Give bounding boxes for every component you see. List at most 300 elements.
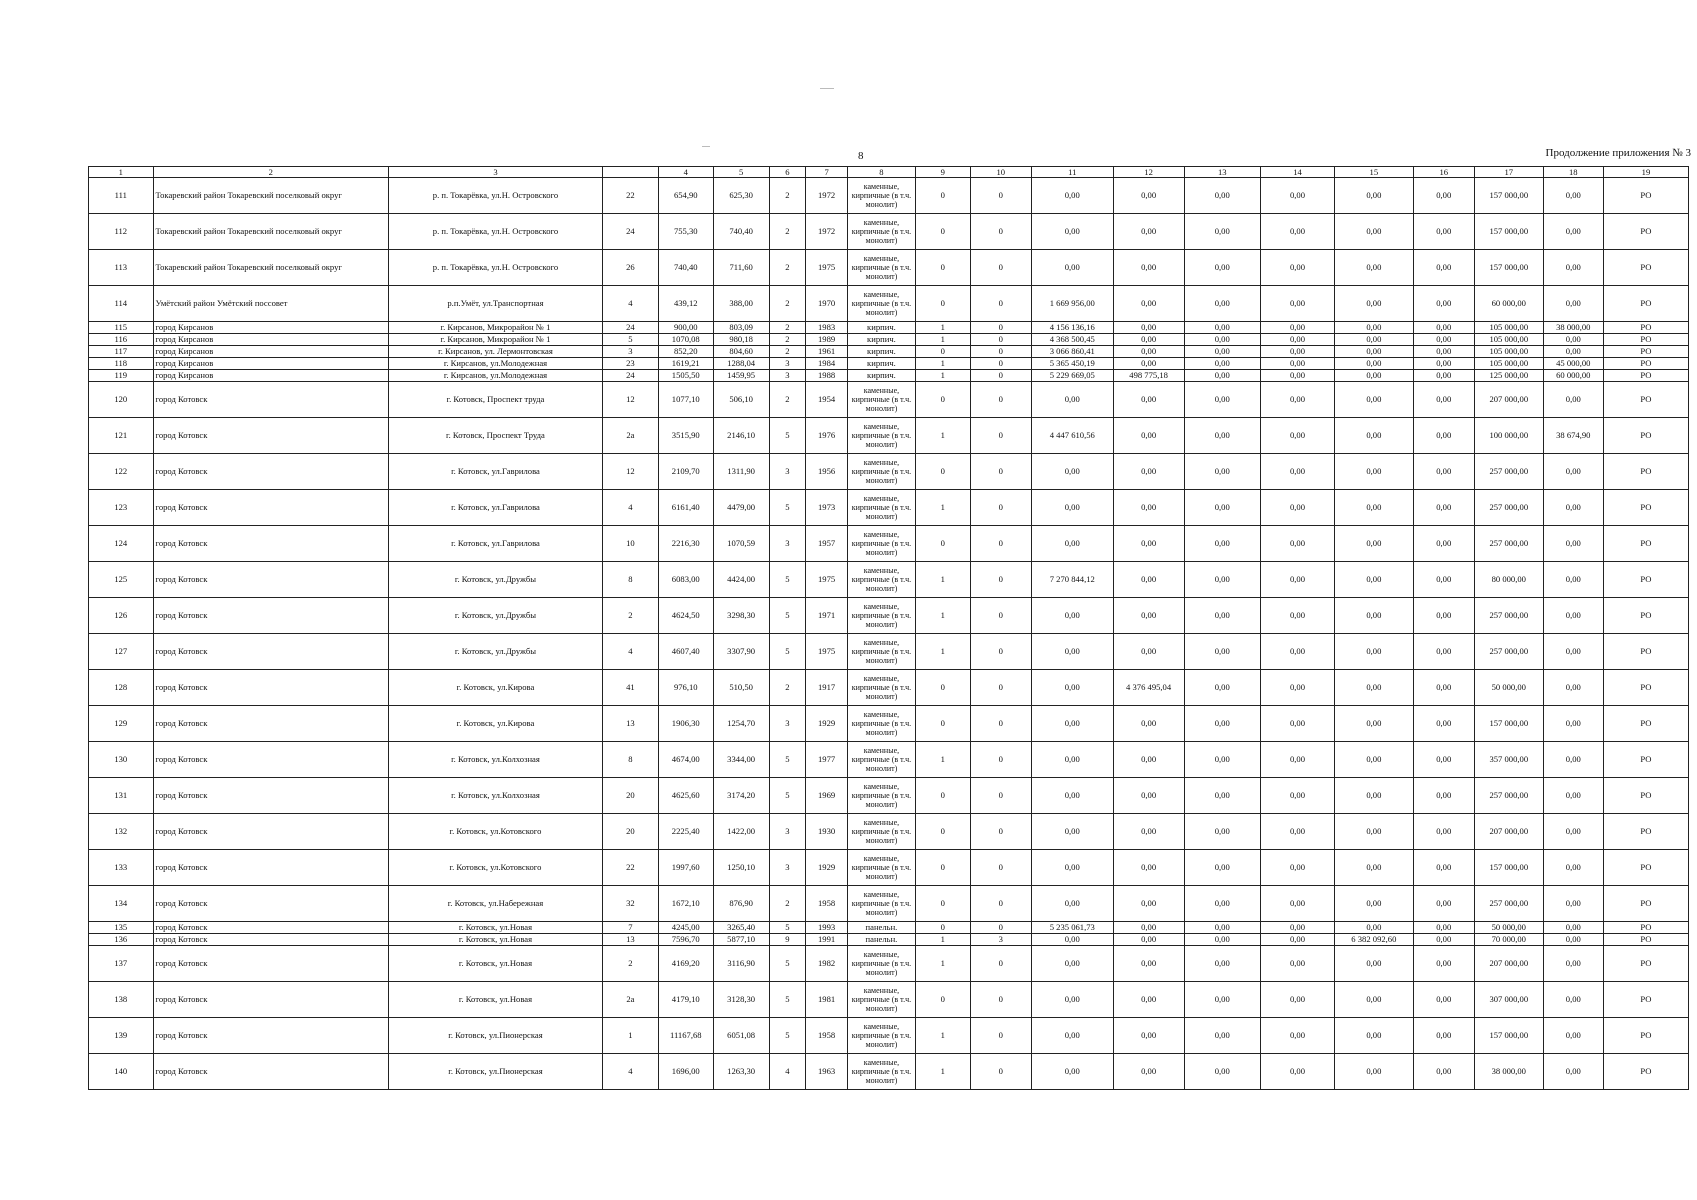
cell-cost-14: 0,00: [1260, 322, 1334, 334]
cell-cost-16: 0,00: [1413, 286, 1474, 322]
cell-cost-12: 0,00: [1113, 286, 1184, 322]
cell-cost-12: 0,00: [1113, 358, 1184, 370]
cell-cost-11: 5 365 450,19: [1031, 358, 1113, 370]
cell-cost-11: 7 270 844,12: [1031, 562, 1113, 598]
cell-cost-16: 0,00: [1413, 178, 1474, 214]
cell-wall-material: каменные, кирпичные (в т.ч. монолит): [848, 178, 916, 214]
cell-year-built: 1929: [806, 706, 848, 742]
table-row: [89, 562, 1689, 598]
cell-cost-14: 0,00: [1260, 562, 1334, 598]
cell-cost-13: 0,00: [1184, 214, 1260, 250]
cell-municipality: город Котовск: [153, 886, 388, 922]
cell-col-9: 1: [915, 598, 970, 634]
cell-house-number: 13: [602, 934, 658, 946]
cell-municipality: город Котовск: [153, 382, 388, 418]
cell-fund-type: РО: [1603, 178, 1688, 214]
cell-cost-12: 0,00: [1113, 934, 1184, 946]
cell-total-area: 1619,21: [658, 358, 713, 370]
cell-cost-16: 0,00: [1413, 670, 1474, 706]
cell-cost-11: 0,00: [1031, 778, 1113, 814]
cell-address: г. Котовск, ул.Гаврилова: [388, 526, 602, 562]
cell-row-number: 113: [89, 250, 154, 286]
table-row: [89, 1054, 1689, 1090]
cell-cost-16: 0,00: [1413, 334, 1474, 346]
cell-total-area: 4624,50: [658, 598, 713, 634]
cell-total-area: 1906,30: [658, 706, 713, 742]
cell-total-area: 7596,70: [658, 934, 713, 946]
cell-cost-14: 0,00: [1260, 850, 1334, 886]
cell-fund-type: РО: [1603, 358, 1688, 370]
cell-col-9: 1: [915, 370, 970, 382]
cell-total-area: 4674,00: [658, 742, 713, 778]
cell-address: г. Котовск, ул.Пионерская: [388, 1018, 602, 1054]
cell-cost-18: 0,00: [1543, 454, 1603, 490]
cell-row-number: 132: [89, 814, 154, 850]
cell-col-9: 0: [915, 922, 970, 934]
cell-municipality: город Кирсанов: [153, 346, 388, 358]
cell-cost-13: 0,00: [1184, 370, 1260, 382]
cell-col-9: 0: [915, 286, 970, 322]
cell-year-built: 1983: [806, 322, 848, 334]
cell-cost-12: 0,00: [1113, 946, 1184, 982]
table-row: [89, 334, 1689, 346]
cell-year-built: 1963: [806, 1054, 848, 1090]
column-header: [602, 167, 658, 178]
cell-cost-18: 0,00: [1543, 922, 1603, 934]
cell-row-number: 122: [89, 454, 154, 490]
cell-living-area: 1263,30: [713, 1054, 769, 1090]
cell-year-built: 1972: [806, 214, 848, 250]
cell-house-number: 4: [602, 634, 658, 670]
table-row: [89, 706, 1689, 742]
cell-cost-11: 0,00: [1031, 982, 1113, 1018]
cell-cost-11: 0,00: [1031, 742, 1113, 778]
cell-municipality: Токаревский район Токаревский поселковый округ: [153, 214, 388, 250]
cell-cost-16: 0,00: [1413, 982, 1474, 1018]
cell-cost-12: 0,00: [1113, 526, 1184, 562]
cell-house-number: 4: [602, 286, 658, 322]
cell-floors: 5: [769, 598, 806, 634]
cell-cost-14: 0,00: [1260, 178, 1334, 214]
cell-municipality: город Котовск: [153, 418, 388, 454]
cell-cost-17: 50 000,00: [1474, 670, 1543, 706]
cell-address: г. Котовск, ул.Дружбы: [388, 634, 602, 670]
column-header: 11: [1031, 167, 1113, 178]
cell-cost-17: 257 000,00: [1474, 598, 1543, 634]
cell-cost-11: 5 229 669,05: [1031, 370, 1113, 382]
cell-cost-14: 0,00: [1260, 358, 1334, 370]
cell-floors: 3: [769, 814, 806, 850]
cell-fund-type: РО: [1603, 346, 1688, 358]
cell-cost-14: 0,00: [1260, 454, 1334, 490]
cell-col-10: 0: [970, 742, 1031, 778]
cell-row-number: 130: [89, 742, 154, 778]
cell-cost-18: 38 000,00: [1543, 322, 1603, 334]
cell-floors: 2: [769, 334, 806, 346]
cell-col-10: 0: [970, 334, 1031, 346]
cell-total-area: 4625,60: [658, 778, 713, 814]
cell-cost-17: 100 000,00: [1474, 418, 1543, 454]
cell-col-10: 0: [970, 886, 1031, 922]
cell-cost-18: 0,00: [1543, 778, 1603, 814]
cell-cost-13: 0,00: [1184, 1018, 1260, 1054]
cell-wall-material: каменные, кирпичные (в т.ч. монолит): [848, 1018, 916, 1054]
cell-col-10: 0: [970, 250, 1031, 286]
cell-wall-material: кирпич.: [848, 358, 916, 370]
table-row: [89, 358, 1689, 370]
cell-fund-type: РО: [1603, 454, 1688, 490]
cell-col-9: 0: [915, 454, 970, 490]
cell-living-area: 1070,59: [713, 526, 769, 562]
cell-col-9: 1: [915, 1018, 970, 1054]
cell-col-9: 1: [915, 742, 970, 778]
cell-cost-12: 0,00: [1113, 634, 1184, 670]
column-header: 15: [1335, 167, 1413, 178]
cell-cost-16: 0,00: [1413, 370, 1474, 382]
scan-mark-mid: [702, 146, 710, 147]
table-row: [89, 454, 1689, 490]
cell-cost-11: 0,00: [1031, 178, 1113, 214]
cell-address: г. Кирсанов, ул. Лермонтовская: [388, 346, 602, 358]
cell-address: г. Котовск, ул.Колхозная: [388, 778, 602, 814]
cell-wall-material: каменные, кирпичные (в т.ч. монолит): [848, 886, 916, 922]
cell-col-9: 0: [915, 382, 970, 418]
cell-cost-17: 38 000,00: [1474, 1054, 1543, 1090]
cell-cost-12: 0,00: [1113, 742, 1184, 778]
column-header: 18: [1543, 167, 1603, 178]
cell-fund-type: РО: [1603, 382, 1688, 418]
cell-col-9: 0: [915, 706, 970, 742]
cell-fund-type: РО: [1603, 934, 1688, 946]
cell-cost-13: 0,00: [1184, 322, 1260, 334]
cell-house-number: 4: [602, 490, 658, 526]
cell-floors: 3: [769, 706, 806, 742]
cell-total-area: 1077,10: [658, 382, 713, 418]
cell-cost-11: 1 669 956,00: [1031, 286, 1113, 322]
cell-living-area: 980,18: [713, 334, 769, 346]
cell-col-10: 0: [970, 370, 1031, 382]
cell-cost-16: 0,00: [1413, 562, 1474, 598]
cell-col-10: 0: [970, 178, 1031, 214]
cell-floors: 3: [769, 850, 806, 886]
table-row: [89, 526, 1689, 562]
cell-cost-18: 0,00: [1543, 670, 1603, 706]
cell-cost-11: 0,00: [1031, 1018, 1113, 1054]
cell-cost-11: 0,00: [1031, 250, 1113, 286]
cell-fund-type: РО: [1603, 562, 1688, 598]
table-row: [89, 490, 1689, 526]
cell-cost-17: 257 000,00: [1474, 886, 1543, 922]
cell-wall-material: каменные, кирпичные (в т.ч. монолит): [848, 850, 916, 886]
cell-cost-13: 0,00: [1184, 946, 1260, 982]
cell-cost-17: 157 000,00: [1474, 178, 1543, 214]
cell-house-number: 7: [602, 922, 658, 934]
cell-cost-12: 0,00: [1113, 346, 1184, 358]
cell-cost-17: 70 000,00: [1474, 934, 1543, 946]
cell-year-built: 1970: [806, 286, 848, 322]
cell-wall-material: кирпич.: [848, 322, 916, 334]
cell-address: г. Котовск, ул.Набережная: [388, 886, 602, 922]
cell-floors: 2: [769, 286, 806, 322]
cell-wall-material: панельн.: [848, 934, 916, 946]
cell-cost-11: 0,00: [1031, 634, 1113, 670]
cell-col-10: 0: [970, 562, 1031, 598]
register-table: [88, 166, 1689, 1090]
cell-wall-material: каменные, кирпичные (в т.ч. монолит): [848, 1054, 916, 1090]
cell-cost-15: 0,00: [1335, 814, 1413, 850]
cell-cost-13: 0,00: [1184, 418, 1260, 454]
cell-cost-12: 0,00: [1113, 178, 1184, 214]
cell-row-number: 121: [89, 418, 154, 454]
cell-fund-type: РО: [1603, 286, 1688, 322]
cell-floors: 3: [769, 358, 806, 370]
cell-fund-type: РО: [1603, 850, 1688, 886]
cell-col-10: 0: [970, 382, 1031, 418]
cell-fund-type: РО: [1603, 370, 1688, 382]
cell-cost-13: 0,00: [1184, 598, 1260, 634]
cell-floors: 5: [769, 982, 806, 1018]
cell-col-10: 0: [970, 778, 1031, 814]
cell-living-area: 711,60: [713, 250, 769, 286]
cell-year-built: 1991: [806, 934, 848, 946]
cell-col-9: 1: [915, 322, 970, 334]
cell-row-number: 136: [89, 934, 154, 946]
cell-cost-14: 0,00: [1260, 946, 1334, 982]
cell-cost-15: 0,00: [1335, 778, 1413, 814]
table-row: [89, 814, 1689, 850]
cell-cost-13: 0,00: [1184, 346, 1260, 358]
cell-cost-15: 0,00: [1335, 706, 1413, 742]
cell-municipality: город Котовск: [153, 946, 388, 982]
cell-wall-material: каменные, кирпичные (в т.ч. монолит): [848, 706, 916, 742]
cell-address: г. Котовск, ул.Гаврилова: [388, 490, 602, 526]
cell-year-built: 1956: [806, 454, 848, 490]
cell-cost-16: 0,00: [1413, 322, 1474, 334]
cell-cost-14: 0,00: [1260, 286, 1334, 322]
cell-floors: 2: [769, 322, 806, 334]
cell-cost-12: 498 775,18: [1113, 370, 1184, 382]
table-row: [89, 946, 1689, 982]
cell-cost-14: 0,00: [1260, 598, 1334, 634]
cell-wall-material: каменные, кирпичные (в т.ч. монолит): [848, 490, 916, 526]
cell-col-10: 0: [970, 982, 1031, 1018]
cell-cost-16: 0,00: [1413, 250, 1474, 286]
table-row: [89, 286, 1689, 322]
scan-mark-top: [820, 88, 834, 89]
cell-cost-12: 0,00: [1113, 1018, 1184, 1054]
cell-cost-17: 307 000,00: [1474, 982, 1543, 1018]
cell-cost-15: 0,00: [1335, 214, 1413, 250]
cell-address: г. Котовск, ул.Котовского: [388, 814, 602, 850]
cell-cost-16: 0,00: [1413, 934, 1474, 946]
cell-cost-13: 0,00: [1184, 634, 1260, 670]
cell-year-built: 1977: [806, 742, 848, 778]
cell-living-area: 4424,00: [713, 562, 769, 598]
cell-cost-18: 0,00: [1543, 286, 1603, 322]
cell-address: г. Котовск, ул.Кирова: [388, 706, 602, 742]
cell-municipality: город Кирсанов: [153, 334, 388, 346]
column-header: 9: [915, 167, 970, 178]
cell-year-built: 1976: [806, 418, 848, 454]
cell-total-area: 6083,00: [658, 562, 713, 598]
cell-cost-18: 0,00: [1543, 742, 1603, 778]
cell-municipality: город Котовск: [153, 598, 388, 634]
cell-cost-18: 0,00: [1543, 934, 1603, 946]
cell-year-built: 1975: [806, 634, 848, 670]
cell-cost-13: 0,00: [1184, 358, 1260, 370]
cell-cost-16: 0,00: [1413, 850, 1474, 886]
cell-cost-13: 0,00: [1184, 526, 1260, 562]
column-header: 8: [848, 167, 916, 178]
cell-year-built: 1961: [806, 346, 848, 358]
cell-living-area: 6051,08: [713, 1018, 769, 1054]
cell-row-number: 129: [89, 706, 154, 742]
cell-cost-18: 0,00: [1543, 1018, 1603, 1054]
cell-cost-17: 207 000,00: [1474, 382, 1543, 418]
cell-cost-17: 105 000,00: [1474, 358, 1543, 370]
cell-cost-14: 0,00: [1260, 526, 1334, 562]
cell-fund-type: РО: [1603, 1018, 1688, 1054]
cell-year-built: 1984: [806, 358, 848, 370]
cell-fund-type: РО: [1603, 334, 1688, 346]
cell-year-built: 1957: [806, 526, 848, 562]
cell-cost-14: 0,00: [1260, 490, 1334, 526]
column-header: 12: [1113, 167, 1184, 178]
cell-cost-18: 0,00: [1543, 886, 1603, 922]
cell-cost-17: 80 000,00: [1474, 562, 1543, 598]
cell-house-number: 24: [602, 322, 658, 334]
cell-wall-material: кирпич.: [848, 370, 916, 382]
column-header: 17: [1474, 167, 1543, 178]
cell-cost-13: 0,00: [1184, 562, 1260, 598]
cell-row-number: 117: [89, 346, 154, 358]
cell-wall-material: каменные, кирпичные (в т.ч. монолит): [848, 946, 916, 982]
cell-floors: 5: [769, 418, 806, 454]
cell-cost-15: 0,00: [1335, 346, 1413, 358]
column-header: 5: [713, 167, 769, 178]
column-header: 10: [970, 167, 1031, 178]
cell-row-number: 138: [89, 982, 154, 1018]
cell-total-area: 976,10: [658, 670, 713, 706]
cell-cost-17: 207 000,00: [1474, 946, 1543, 982]
cell-cost-18: 0,00: [1543, 346, 1603, 358]
cell-municipality: город Кирсанов: [153, 370, 388, 382]
cell-col-10: 0: [970, 526, 1031, 562]
cell-address: г. Котовск, ул.Новая: [388, 934, 602, 946]
cell-address: р. п. Токарёвка, ул.Н. Островского: [388, 178, 602, 214]
cell-col-10: 0: [970, 454, 1031, 490]
cell-col-10: 3: [970, 934, 1031, 946]
cell-cost-16: 0,00: [1413, 1018, 1474, 1054]
cell-cost-15: 0,00: [1335, 490, 1413, 526]
cell-col-10: 0: [970, 1054, 1031, 1090]
cell-cost-16: 0,00: [1413, 742, 1474, 778]
cell-fund-type: РО: [1603, 946, 1688, 982]
cell-cost-11: 0,00: [1031, 214, 1113, 250]
cell-col-9: 0: [915, 886, 970, 922]
cell-cost-16: 0,00: [1413, 946, 1474, 982]
cell-cost-12: 0,00: [1113, 850, 1184, 886]
cell-cost-15: 0,00: [1335, 370, 1413, 382]
cell-row-number: 127: [89, 634, 154, 670]
cell-house-number: 22: [602, 178, 658, 214]
cell-house-number: 2а: [602, 418, 658, 454]
cell-cost-12: 0,00: [1113, 778, 1184, 814]
cell-col-10: 0: [970, 850, 1031, 886]
cell-cost-14: 0,00: [1260, 382, 1334, 418]
cell-address: г. Котовск, ул.Пионерская: [388, 1054, 602, 1090]
cell-fund-type: РО: [1603, 322, 1688, 334]
cell-cost-11: 0,00: [1031, 598, 1113, 634]
cell-cost-11: 4 156 136,16: [1031, 322, 1113, 334]
cell-address: г. Котовск, ул.Новая: [388, 982, 602, 1018]
cell-cost-18: 0,00: [1543, 526, 1603, 562]
table-row: [89, 634, 1689, 670]
cell-cost-17: 105 000,00: [1474, 322, 1543, 334]
cell-living-area: 1459,95: [713, 370, 769, 382]
cell-year-built: 1972: [806, 178, 848, 214]
cell-cost-15: 0,00: [1335, 1054, 1413, 1090]
cell-total-area: 3515,90: [658, 418, 713, 454]
cell-year-built: 1975: [806, 250, 848, 286]
cell-municipality: город Котовск: [153, 922, 388, 934]
cell-cost-15: 0,00: [1335, 322, 1413, 334]
cell-cost-16: 0,00: [1413, 526, 1474, 562]
cell-cost-15: 0,00: [1335, 946, 1413, 982]
cell-cost-13: 0,00: [1184, 706, 1260, 742]
cell-cost-13: 0,00: [1184, 334, 1260, 346]
cell-cost-12: 0,00: [1113, 814, 1184, 850]
table-row: [89, 778, 1689, 814]
column-header: 4: [658, 167, 713, 178]
cell-wall-material: панельн.: [848, 922, 916, 934]
cell-col-9: 1: [915, 418, 970, 454]
cell-fund-type: РО: [1603, 526, 1688, 562]
cell-total-area: 1505,50: [658, 370, 713, 382]
cell-total-area: 4179,10: [658, 982, 713, 1018]
cell-row-number: 125: [89, 562, 154, 598]
cell-col-9: 1: [915, 946, 970, 982]
cell-municipality: город Кирсанов: [153, 358, 388, 370]
cell-cost-17: 157 000,00: [1474, 1018, 1543, 1054]
cell-cost-12: 0,00: [1113, 214, 1184, 250]
cell-wall-material: каменные, кирпичные (в т.ч. монолит): [848, 634, 916, 670]
cell-col-10: 0: [970, 214, 1031, 250]
cell-year-built: 1958: [806, 1018, 848, 1054]
cell-cost-11: 0,00: [1031, 454, 1113, 490]
column-header: 13: [1184, 167, 1260, 178]
cell-address: г. Котовск, ул.Дружбы: [388, 562, 602, 598]
cell-cost-12: 0,00: [1113, 922, 1184, 934]
cell-cost-14: 0,00: [1260, 982, 1334, 1018]
cell-floors: 2: [769, 346, 806, 358]
cell-cost-12: 0,00: [1113, 418, 1184, 454]
table-row: [89, 370, 1689, 382]
cell-cost-14: 0,00: [1260, 250, 1334, 286]
cell-col-9: 0: [915, 814, 970, 850]
cell-year-built: 1929: [806, 850, 848, 886]
cell-wall-material: каменные, кирпичные (в т.ч. монолит): [848, 814, 916, 850]
cell-cost-13: 0,00: [1184, 886, 1260, 922]
cell-row-number: 126: [89, 598, 154, 634]
cell-municipality: город Котовск: [153, 742, 388, 778]
cell-address: г. Котовск, ул.Новая: [388, 922, 602, 934]
cell-cost-14: 0,00: [1260, 214, 1334, 250]
cell-row-number: 120: [89, 382, 154, 418]
cell-living-area: 3298,30: [713, 598, 769, 634]
continuation-label: Продолжение приложения № 3: [1545, 147, 1691, 159]
cell-cost-12: 0,00: [1113, 382, 1184, 418]
